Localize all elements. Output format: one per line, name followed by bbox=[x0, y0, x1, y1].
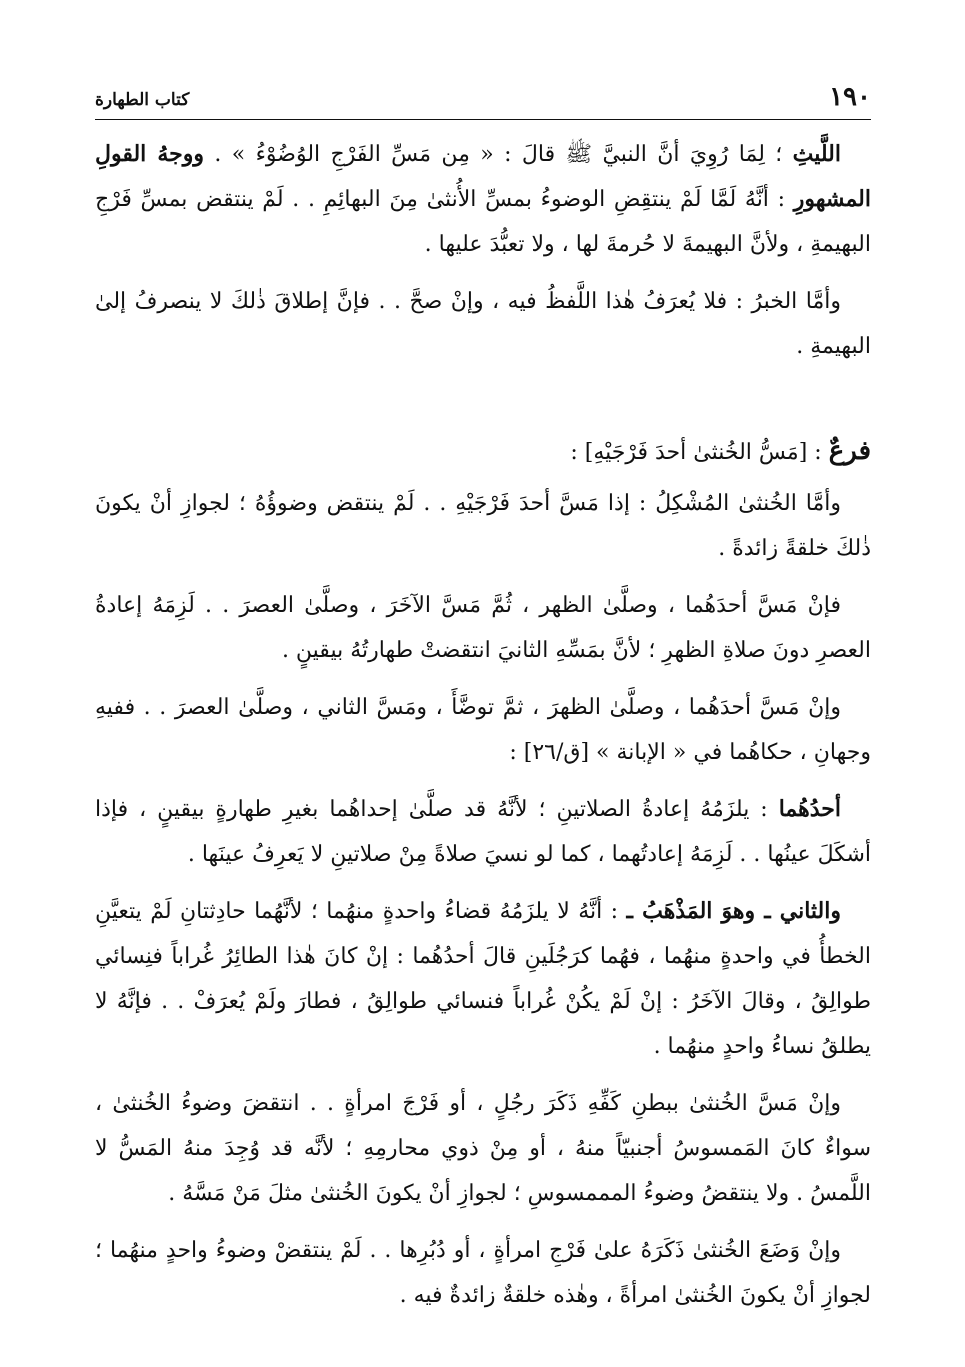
paragraph bbox=[95, 279, 871, 369]
bold-term: فرعٌ bbox=[828, 436, 871, 466]
text-run: : يلزَمُهُ إعادةُ الصلاتينِ ؛ لأنَّهُ قد صلَّىٰ إحداهُما بغيرِ طهارةٍ بيقينٍ ، فإذا أشكَلَ عينُها . . لَزِمَهُ إعادتُهما ، كما لو نسيَ صلاةً مِنْ صلاتينِ لا يَعرِفُ عينَها . bbox=[95, 797, 871, 867]
text-run: : أنَّهُ لَمَّا لَمْ ينتقِضِ الوضوءُ بمسِّ الأُنثىٰ مِنَ البهائِمِ . . لَمْ ينتقض بمسِّ فَرْجِ البهيمةِ ، ولأنَّ البهيمةَ لا حُرمةَ لها ، ولا تعبُّدَ عليها . bbox=[95, 187, 871, 257]
paragraph bbox=[95, 1228, 871, 1318]
paragraph bbox=[95, 787, 871, 877]
text-run: : أنَّهُ لا يلزَمُهُ قضاءُ واحدةٍ منهُما ؛ لأنَّهُما حادِثتانِ لَمْ يتعيَّنِ الخطأُ في واحدةٍ منهُما ، فهُما كرَجُلَينِ قالَ أحدُهُما : إنْ كانَ هٰذا الطائِرُ غُراباً فنِسائي طوالِقُ ، وقالَ الآخَرُ : إنْ لَمْ يكُنْ غُراباً فنسائي طوالِقُ ، فطارَ ولَمْ يُعرَفْ . . فإنَّهُ لا يطلقُ نساءُ واحدٍ منهُما . bbox=[95, 899, 871, 1059]
paragraph bbox=[95, 132, 871, 267]
paragraph bbox=[95, 1081, 871, 1216]
text-run: فإنْ مَسَّ أحدَهُما ، وصلَّىٰ الظهر ، ثُمَّ مَسَّ الآخَرَ ، وصلَّىٰ العصرَ . . لَزِمَهُ إعادةُ العصرِ دونَ صلاةِ الظهرِ ؛ لأنَّ بمَسِّهِ الثانيَ انتقضتْ طهارتُهُ بيقينٍ . bbox=[95, 593, 871, 663]
bold-term: أحدُهُما bbox=[778, 796, 841, 822]
text-run: وإنْ مَسَّ الخُنثىٰ ببطنِ كَفِّهِ ذَكَرَ رجُلٍ ، أو فَرْجَ امرأةٍ . . انتقضَ وضوءُ الخُنثىٰ ، سواءٌ كانَ المَمسوسُ أجنبيّاً منهُ ، أو مِنْ ذوي محارمِهِ ؛ لأنَّه قد وُجِدَ منهُ المَسُّ لا اللَّمسُ . ولا ينتقضُ وضوءُ المممسوسِ ؛ لجوازِ أنْ يكونَ الخُنثىٰ مثلَ مَنْ مَسَّهُ . bbox=[95, 1091, 871, 1206]
section-heading bbox=[95, 429, 871, 475]
text-run: : [مَسُّ الخُنثىٰ أحدَ فَرْجَيْهِ] : bbox=[570, 440, 829, 465]
bold-term: اللَّيثِ bbox=[792, 141, 841, 167]
running-title: كتاب الطهارة bbox=[95, 90, 190, 110]
paragraph bbox=[95, 481, 871, 571]
bold-term: والثاني ـ وهوَ المَذْهَبُ ـ bbox=[626, 898, 841, 924]
paragraph bbox=[95, 889, 871, 1069]
text-run: وإنْ وَضَعَ الخُنثىٰ ذَكَرَهُ علىٰ فَرْجِ امرأةٍ ، أو دُبُرِها . . لَمْ ينتقضْ وضوءُ واحدٍ منهُما ؛ لجوازِ أنْ يكونَ الخُنثىٰ امرأةً ، وهٰذه خلقةٌ زائدةٌ فيه . bbox=[95, 1238, 871, 1308]
paragraph bbox=[95, 583, 871, 673]
page-number: ١٩٠ bbox=[829, 82, 871, 112]
text-run: وأمَّا الخُنثىٰ المُشْكِلُ : إذا مَسَّ أحدَ فَرْجَيْهِ . . لَمْ ينتقض وضوؤُهُ ؛ لجوازِ أنْ يكونَ ذٰلكَ خلقةً زائدةً . bbox=[95, 491, 871, 561]
text-run: ؛ لِمَا رُوِيَ أنَّ النبيَّ ﷺ قالَ : « مِن مَسِّ الفَرْجِ الوُضُوْءُ » . bbox=[203, 142, 793, 167]
page-body bbox=[95, 132, 871, 1330]
header-rule bbox=[95, 119, 871, 120]
text-run: وإنْ مَسَّ أحدَهُما ، وصلَّىٰ الظهرَ ، ثمَّ توضَّأَ ، ومَسَّ الثاني ، وصلَّىٰ العصرَ . . ففيهِ وجهانِ ، حكاهُما في « الإبانة » [ق/٢٦] : bbox=[95, 695, 871, 765]
text-run: وأمَّا الخبرُ : فلا يُعرَفُ هٰذا اللَّفظُ فيه ، وإنْ صحَّ . . فإنَّ إطلاقَ ذٰلكَ لا ينصرفُ إلىٰ البهيمةِ . bbox=[95, 289, 871, 359]
paragraph bbox=[95, 685, 871, 775]
bold-term: ووجهُ القولِ المشهورِ bbox=[95, 141, 871, 212]
page-header bbox=[95, 82, 871, 116]
